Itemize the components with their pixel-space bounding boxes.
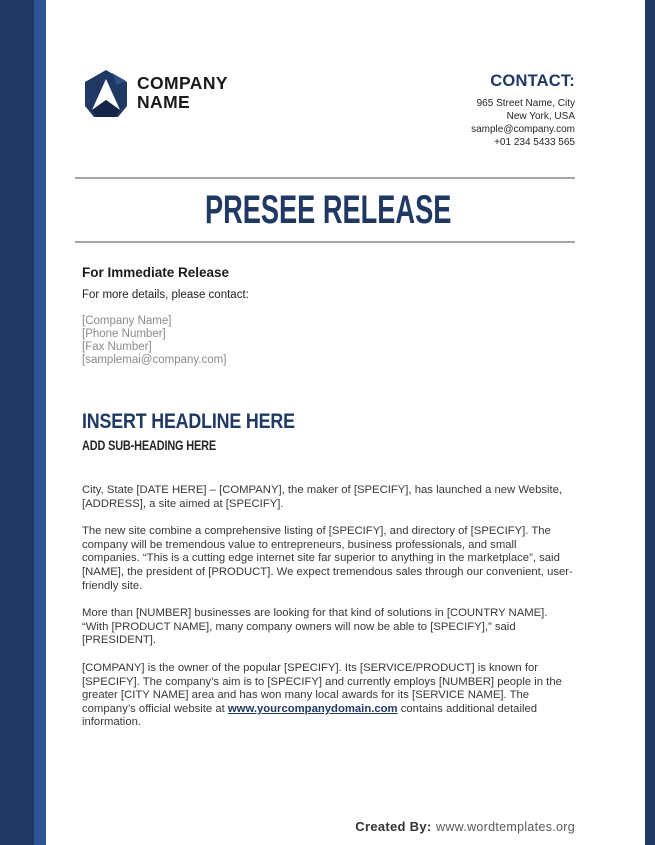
company-brand xyxy=(82,70,228,118)
subheadline-text: ADD SUB-HEADING HERE xyxy=(82,437,217,453)
right-accent-bar xyxy=(645,0,655,845)
contact-address-line: New York, USA xyxy=(506,111,575,122)
press-release-title: PRESEE RELEASE xyxy=(205,188,452,232)
contact-heading: CONTACT: xyxy=(490,72,575,90)
company-name xyxy=(137,70,228,112)
paragraph-4-text-before: [COMPANY] is the owner of the popular [SPECIFY]. Its [SERVICE/PRODUCT] is known for [SPECIFY]. The company’s aim is to [SPECIFY] and currently employs [NUMBER] people in the greater [CITY NAME] area and has won many local awards for its [SERVICE NAME]. The company’s official website at xyxy=(82,661,562,715)
contact-note: For more details, please contact: xyxy=(82,289,249,301)
company-logo-icon xyxy=(82,70,130,118)
contact-placeholders xyxy=(82,315,575,367)
contact-phone: +01 234 5433 565 xyxy=(494,137,575,148)
title-row xyxy=(82,179,575,241)
immediate-release-heading: For Immediate Release xyxy=(82,265,230,280)
body-paragraph-2: The new site combine a comprehensive listing of [SPECIFY], and directory of [SPECIFY]. The company will be tremendous value to entrepreneurs, business professionals, and small companies. “This is a cutting edge internet site far superior to anything in the marketplace”, said [NAME], the president of [PRODUCT]. We expect tremendous sales through our convenient, user-friendly site. xyxy=(82,525,573,592)
left-accent-bar-light xyxy=(34,0,46,845)
placeholder-email: [samplemai@company.com] xyxy=(82,354,227,366)
headline: INSERT HEADLINE HERE xyxy=(82,410,295,433)
subheadline xyxy=(82,437,575,455)
placeholder-company-name: [Company Name] xyxy=(82,315,172,327)
created-by-label: Created By: xyxy=(355,818,432,834)
paragraph-4-text-after: contains additional detailed information. xyxy=(82,702,538,729)
body-copy xyxy=(82,484,575,730)
divider-bottom xyxy=(75,241,575,243)
left-accent-bar-dark xyxy=(0,0,34,845)
release-info xyxy=(82,265,575,367)
template-source-site: www.wordtemplates.org xyxy=(436,819,575,834)
body-paragraph-1: City, State [DATE HERE] – [COMPANY], the maker of [SPECIFY], has launched a new Website, [ADDRESS], a site aimed at [SPECIFY]. xyxy=(82,484,563,510)
company-name-line2: NAME xyxy=(137,92,191,112)
contact-block xyxy=(471,72,575,149)
page-content xyxy=(46,0,645,845)
letterhead xyxy=(82,70,575,149)
footer-credit xyxy=(82,818,575,836)
body-paragraph-3: More than [NUMBER] businesses are looking for that kind of solutions in [COUNTRY NAME]. “With [PRODUCT NAME], many company owners will now be able to [SPECIFY],” said [PRESIDENT]. xyxy=(82,607,548,647)
company-website-link[interactable]: www.yourcompanydomain.com xyxy=(227,702,398,715)
headline-block xyxy=(82,410,575,455)
contact-email: sample@company.com xyxy=(471,124,575,135)
placeholder-phone-number: [Phone Number] xyxy=(82,328,166,340)
contact-address-line: 965 Street Name, City xyxy=(476,98,575,109)
company-name-line1: COMPANY xyxy=(137,73,228,93)
placeholder-fax-number: [Fax Number] xyxy=(82,341,152,353)
body-paragraph-4 xyxy=(82,662,575,730)
